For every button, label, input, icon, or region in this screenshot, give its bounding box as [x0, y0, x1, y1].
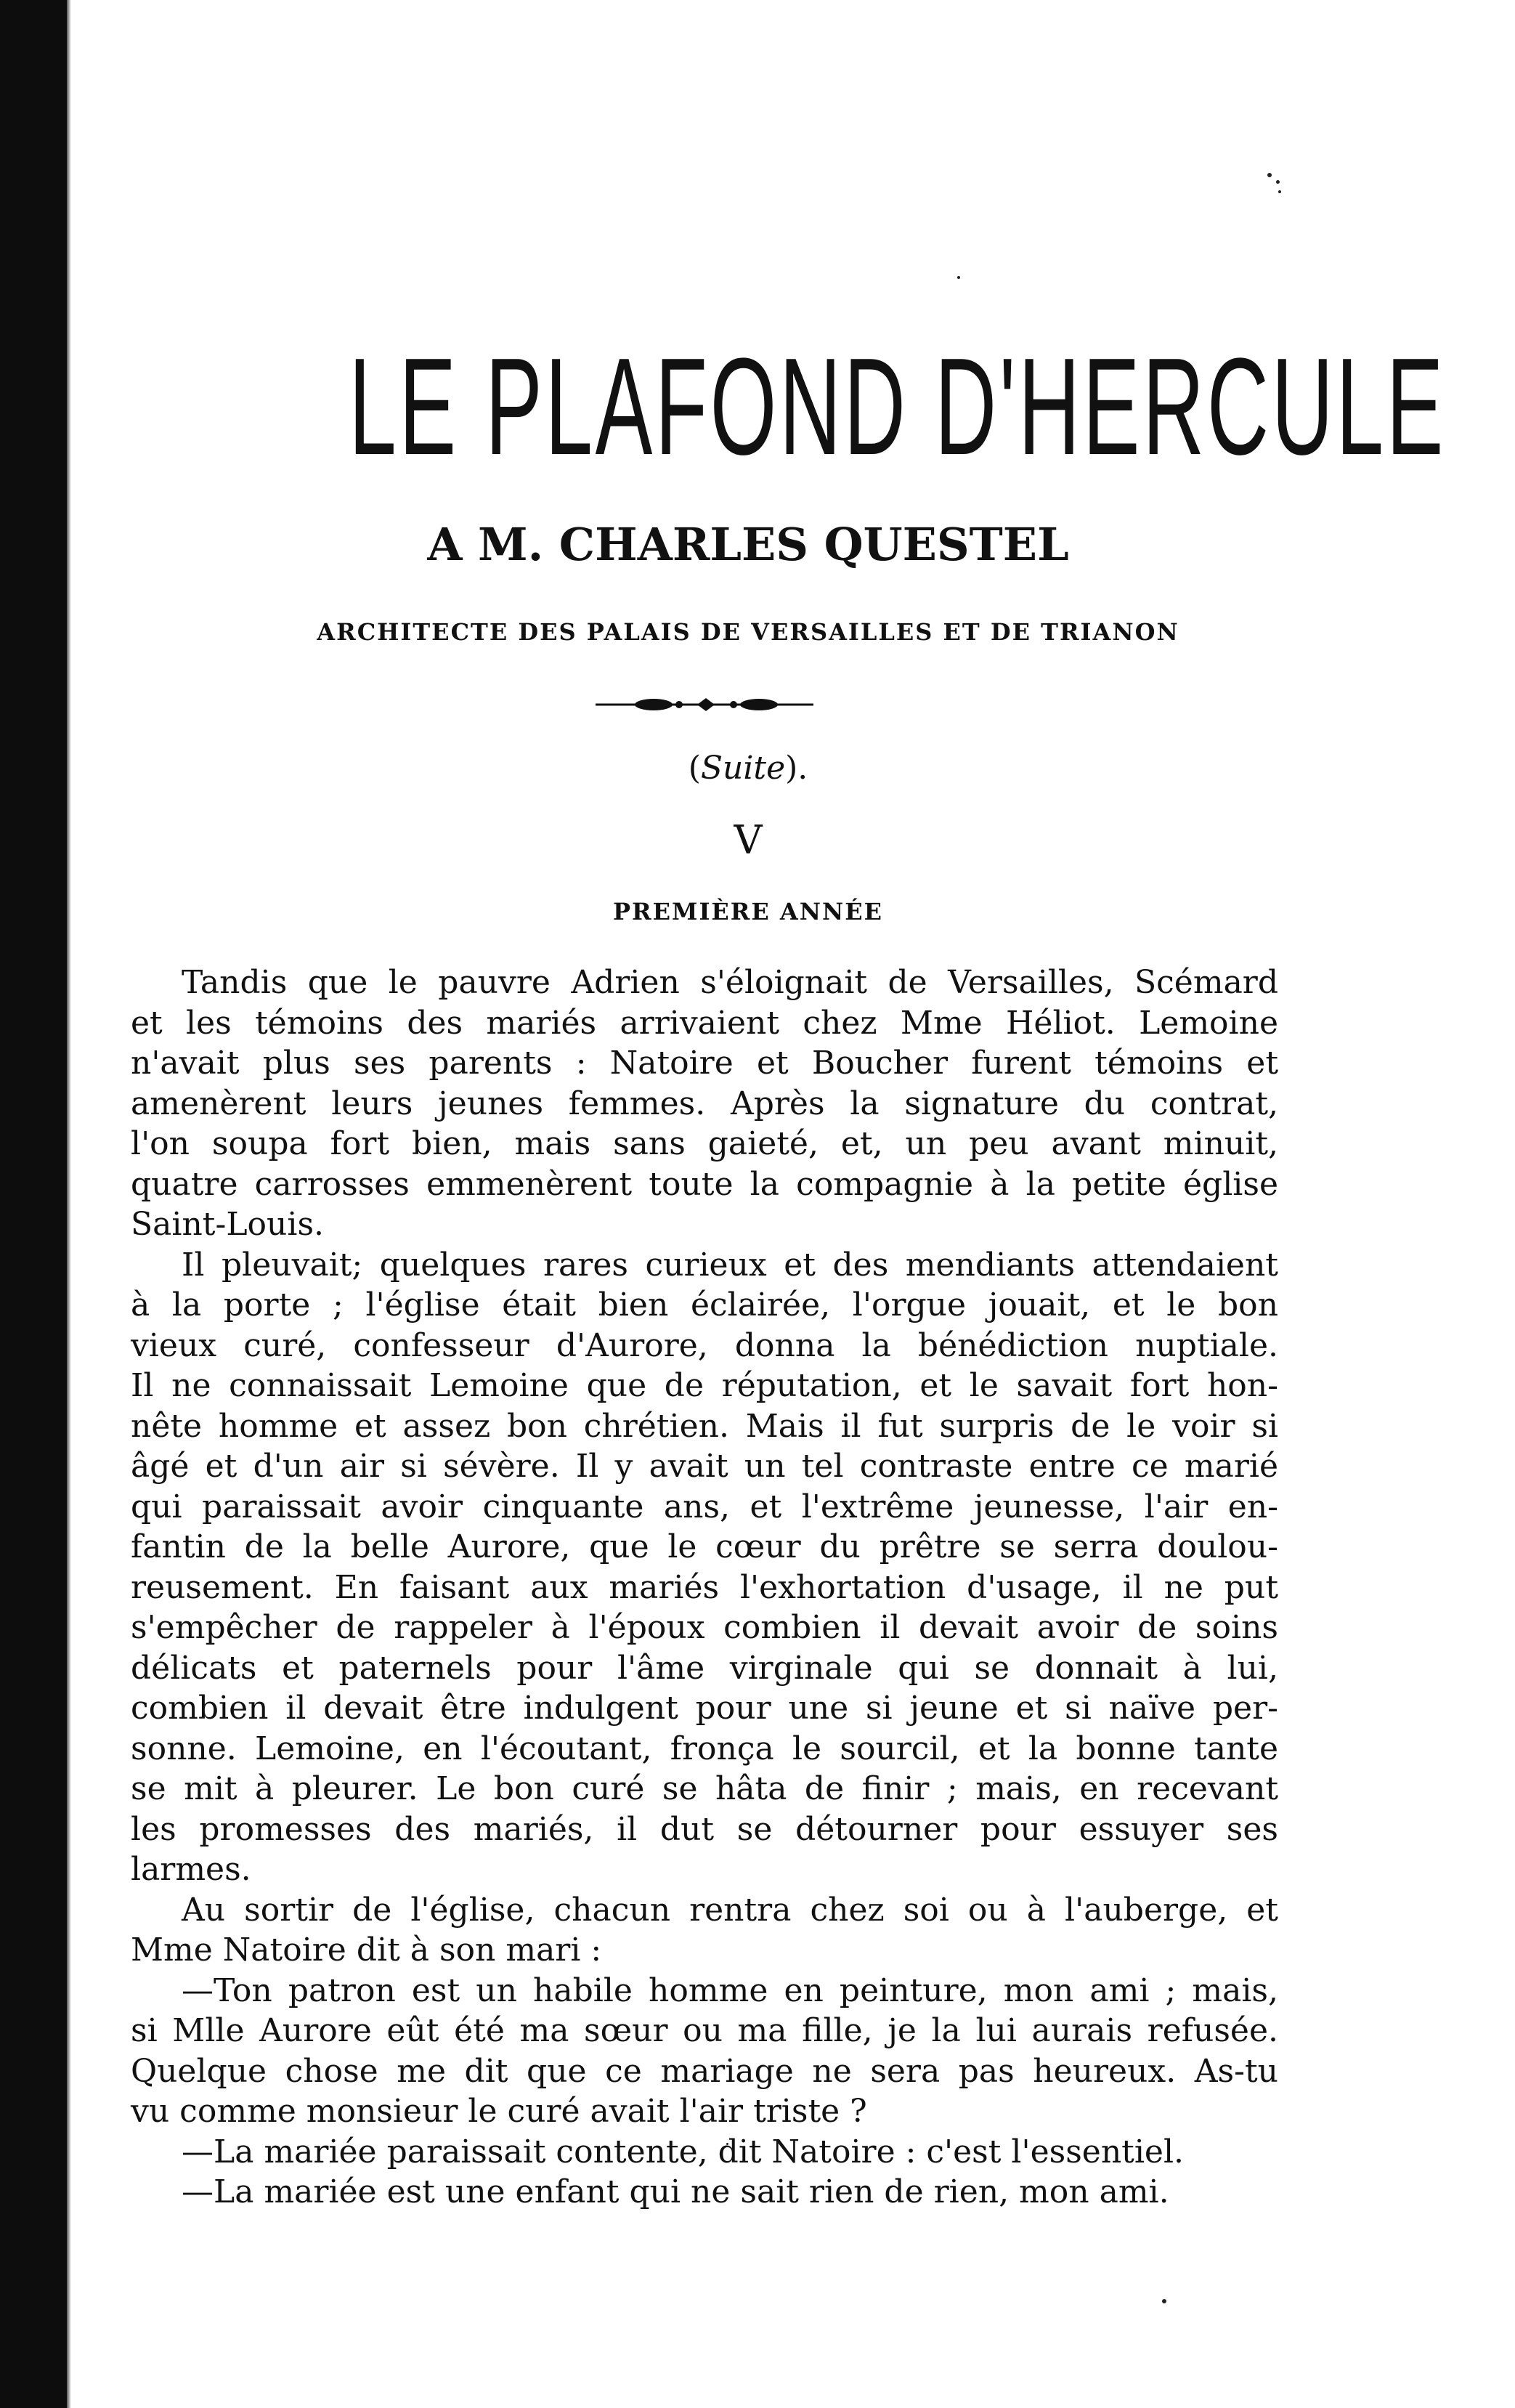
body-text: [131, 962, 1278, 2213]
text-line: larmes.: [131, 1851, 251, 1888]
text-line: amenèrent leurs jeunes femmes. Après la signature du contrat,: [131, 1085, 1278, 1122]
text-line: âgé et d'un air si sévère. Il y avait un tel contraste entre ce marié: [131, 1448, 1278, 1485]
text-line: fantin de la belle Aurore, que le cœur du prêtre se serra doulou-: [131, 1528, 1278, 1565]
text-line: Mme Natoire dit à son mari :: [131, 1931, 602, 1969]
dialogue-paragraph: [131, 2132, 1278, 2173]
continuation-note: (Suite).: [688, 750, 808, 787]
text-line: délicats et paternels pour l'âme virginale qui se donnait à lui,: [131, 1649, 1278, 1687]
text-line: reusement. En faisant aux mariés l'exhortation d'usage, il ne put: [131, 1568, 1278, 1606]
chapter-title: PREMIÈRE ANNÉE: [612, 898, 884, 925]
text-line: n'avait plus ses parents : Natoire et Boucher furent témoins et: [131, 1045, 1278, 1082]
text-line: —La mariée est une enfant qui ne sait rien de rien, mon ami.: [182, 2173, 1169, 2210]
text-line: Tandis que le pauvre Adrien s'éloignait de Versailles, Scémard: [182, 964, 1278, 1001]
text-line: se mit à pleurer. Le bon curé se hâta de finir ; mais, en recevant: [131, 1770, 1278, 1807]
text-line: —La mariée paraissait contente, dit Natoire : c'est l'essentiel.: [182, 2133, 1185, 2170]
dialogue-paragraph: [131, 2172, 1278, 2213]
text-line: sonne. Lemoine, en l'écoutant, fronça le sourcil, et la bonne tante: [131, 1730, 1278, 1767]
text-line: l'on soupa fort bien, mais sans gaieté, et, un peu avant minuit,: [131, 1125, 1278, 1162]
ornament-divider-icon: [581, 694, 828, 715]
text-line: Quelque chose me dit que ce mariage ne sera pas heureux. As-tu: [131, 2052, 1278, 2090]
text-line: combien il devait être indulgent pour une si jeune et si naïve per-: [131, 1690, 1278, 1727]
text-line: Au sortir de l'église, chacun rentra chez soi ou à l'auberge, et: [182, 1891, 1278, 1929]
text-line: quatre carrosses emmenèrent toute la compagnie à la petite église: [131, 1165, 1278, 1203]
paragraph: [131, 1890, 1278, 1971]
text-line: vu comme monsieur le curé avait l'air triste ?: [131, 2093, 867, 2130]
text-line: qui paraissait avoir cinquante ans, et l'extrême jeunesse, l'air en-: [131, 1488, 1278, 1525]
page-title: LE PLAFOND D'HERCULE: [349, 330, 1447, 484]
chapter-number: V: [734, 817, 763, 863]
text-line: Il pleuvait; quelques rares curieux et des mendiants attendaient: [182, 1246, 1278, 1284]
text-line: si Mlle Aurore eût été ma sœur ou ma fille, je la lui aurais refusée.: [131, 2012, 1278, 2049]
text-line: —Ton patron est un habile homme en peinture, mon ami ; mais,: [182, 1971, 1278, 2009]
text-line: Il ne connaissait Lemoine que de réputation, et le savait fort hon-: [131, 1367, 1278, 1404]
paragraph: [131, 1245, 1278, 1890]
dedication: A M. CHARLES QUESTEL: [427, 518, 1069, 571]
text-line: Saint-Louis.: [131, 1206, 325, 1243]
text-line: à la porte ; l'église était bien éclairée, l'orgue jouait, et le bon: [131, 1286, 1278, 1323]
text-line: les promesses des mariés, il dut se détourner pour essuyer ses: [131, 1810, 1278, 1848]
text-line: vieux curé, confesseur d'Aurore, donna la bénédiction nuptiale.: [131, 1326, 1278, 1364]
dialogue-paragraph: [131, 1971, 1278, 2132]
dedication-subtitle: ARCHITECTE DES PALAIS DE VERSAILLES ET DE TRIANON: [317, 618, 1179, 646]
paragraph: [131, 962, 1278, 1245]
text-line: nête homme et assez bon chrétien. Mais il fut surpris de le voir si: [131, 1407, 1278, 1445]
text-line: s'empêcher de rappeler à l'époux combien il devait avoir de soins: [131, 1609, 1278, 1646]
text-line: et les témoins des mariés arrivaient chez Mme Héliot. Lemoine: [131, 1004, 1278, 1042]
